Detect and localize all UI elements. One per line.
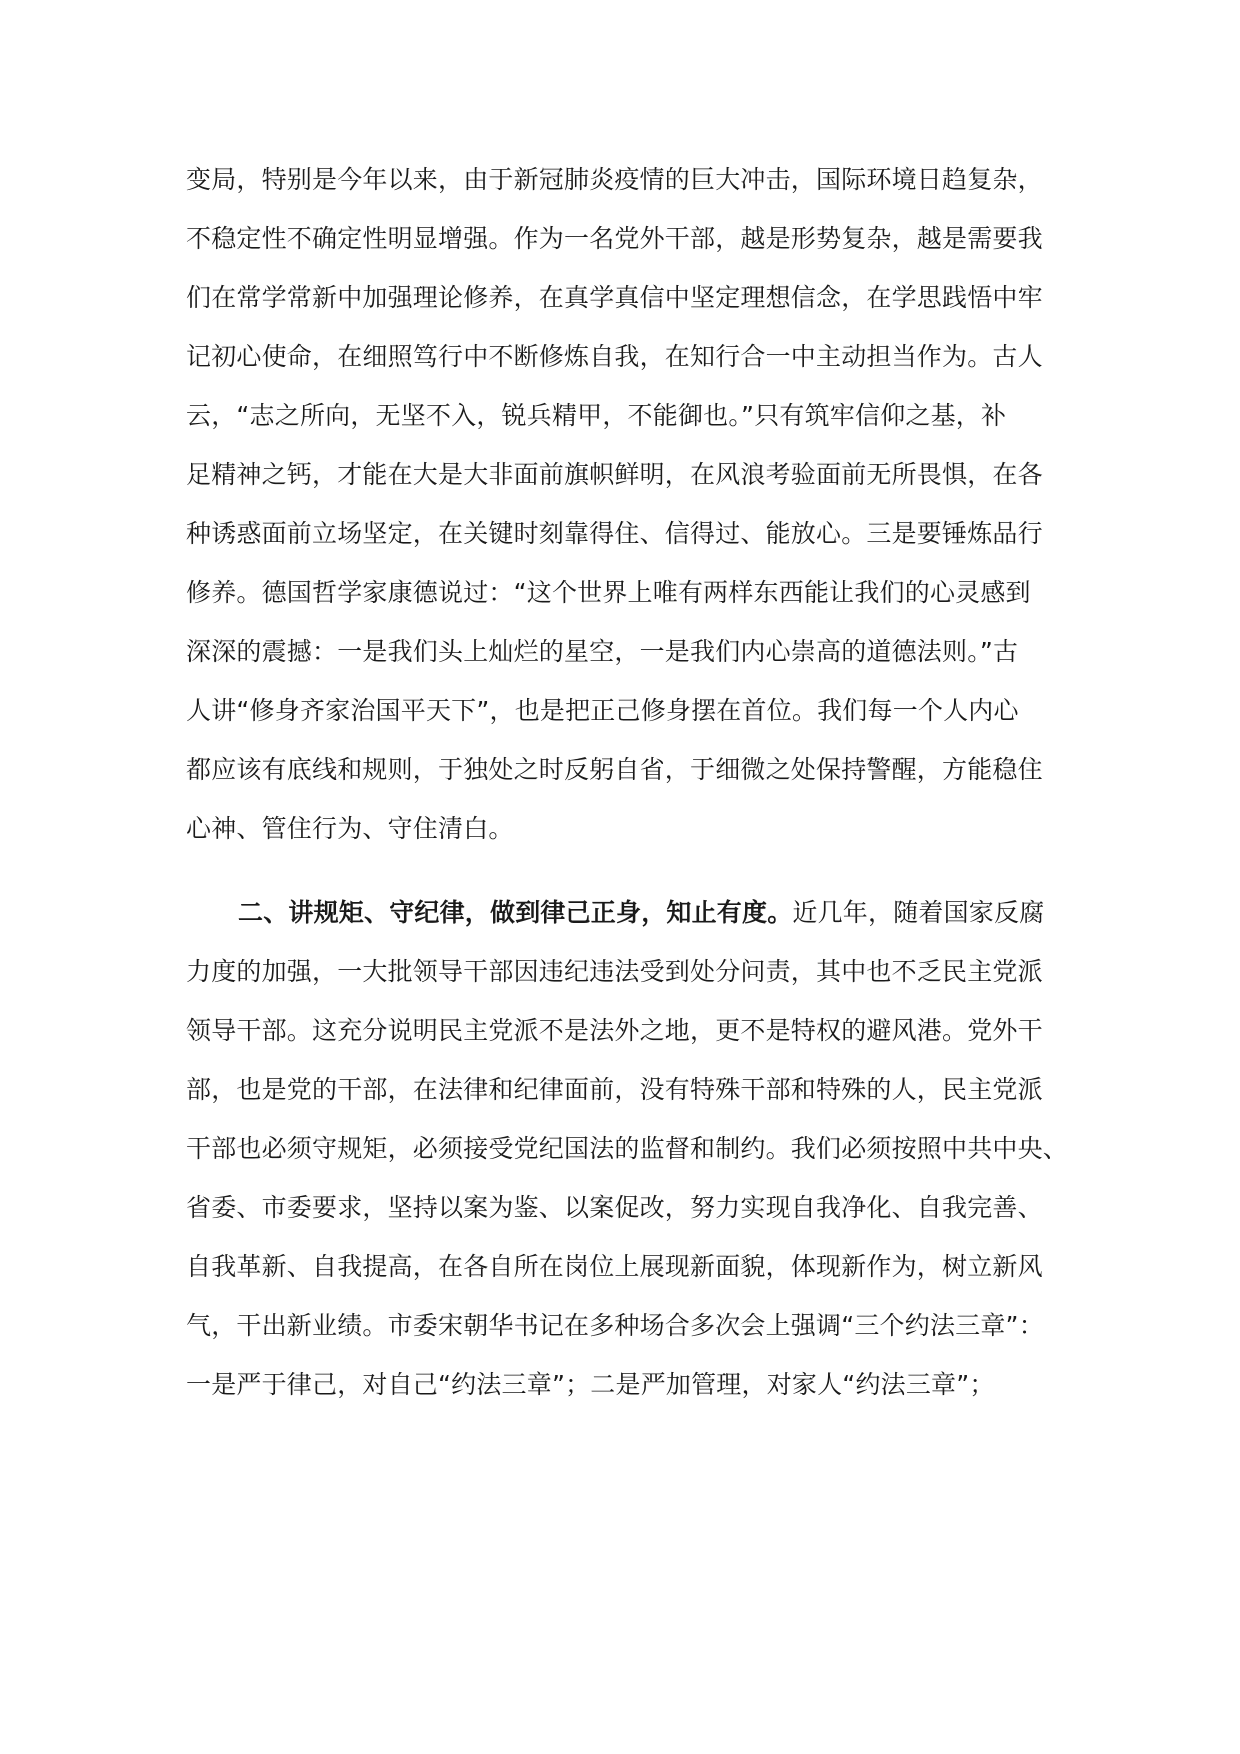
paragraph-2-first-line-rest: 近几年，随着国家反腐	[792, 898, 1045, 927]
paragraph-1-line-10: 人讲“修身齐家治国平天下”，也是把正己修身摆在首位。我们每一个人内心	[186, 696, 1019, 725]
paragraph-2-line-3: 领导干部。这充分说明民主党派不是法外之地，更不是特权的避风港。党外干	[186, 1016, 1043, 1045]
paragraph-1-line-6: 足精神之钙，才能在大是大非面前旗帜鲜明，在风浪考验面前无所畏惧，在各	[186, 460, 1043, 489]
paragraph-1-line-4: 记初心使命，在细照笃行中不断修炼自我，在知行合一中主动担当作为。古人	[186, 342, 1043, 371]
paragraph-1-line-12: 心神、管住行为、守住清白。	[186, 814, 514, 843]
paragraph-1-line-5: 云，“志之所向，无坚不入，锐兵精甲，不能御也。”只有筑牢信仰之基，补	[186, 401, 1007, 430]
paragraph-2-line-7: 自我革新、自我提高，在各自所在岗位上展现新面貌，体现新作为，树立新风	[186, 1252, 1043, 1281]
paragraph-1-line-7: 种诱惑面前立场坚定，在关键时刻靠得住、信得过、能放心。三是要锤炼品行	[186, 519, 1043, 548]
paragraph-1-line-11: 都应该有底线和规则，于独处之时反躬自省，于细微之处保持警醒，方能稳住	[186, 755, 1043, 784]
paragraph-2-line-9: 一是严于律己，对自己“约法三章”；二是严加管理，对家人“约法三章”；	[186, 1370, 995, 1399]
paragraph-2-line-5: 干部也必须守规矩，必须接受党纪国法的监督和制约。我们必须按照中共中央、	[186, 1134, 1069, 1163]
section-heading: 二、讲规矩、守纪律，做到律己正身，知止有度。	[238, 898, 793, 927]
paragraph-1-line-2: 不稳定性不确定性明显增强。作为一名党外干部，越是形势复杂，越是需要我	[186, 224, 1043, 253]
paragraph-2-line-6: 省委、市委要求，坚持以案为鉴、以案促改，努力实现自我净化、自我完善、	[186, 1193, 1043, 1222]
paragraph-1-line-3: 们在常学常新中加强理论修养，在真学真信中坚定理想信念，在学思践悟中牢	[186, 283, 1043, 312]
paragraph-1-line-1: 变局，特别是今年以来，由于新冠肺炎疫情的巨大冲击，国际环境日趋复杂，	[186, 165, 1043, 194]
paragraph-2-line-2: 力度的加强，一大批领导干部因违纪违法受到处分问责，其中也不乏民主党派	[186, 957, 1043, 986]
paragraph-2-first-line	[238, 895, 1044, 931]
paragraph-2-line-4: 部，也是党的干部，在法律和纪律面前，没有特殊干部和特殊的人，民主党派	[186, 1075, 1043, 1104]
paragraph-1-line-9: 深深的震撼：一是我们头上灿烂的星空，一是我们内心崇高的道德法则。”古	[186, 637, 1019, 666]
paragraph-2-line-8: 气，干出新业绩。市委宋朝华书记在多种场合多次会上强调“三个约法三章”：	[186, 1311, 1044, 1340]
paragraph-1-line-8: 修养。德国哲学家康德说过：“这个世界上唯有两样东西能让我们的心灵感到	[186, 578, 1031, 607]
